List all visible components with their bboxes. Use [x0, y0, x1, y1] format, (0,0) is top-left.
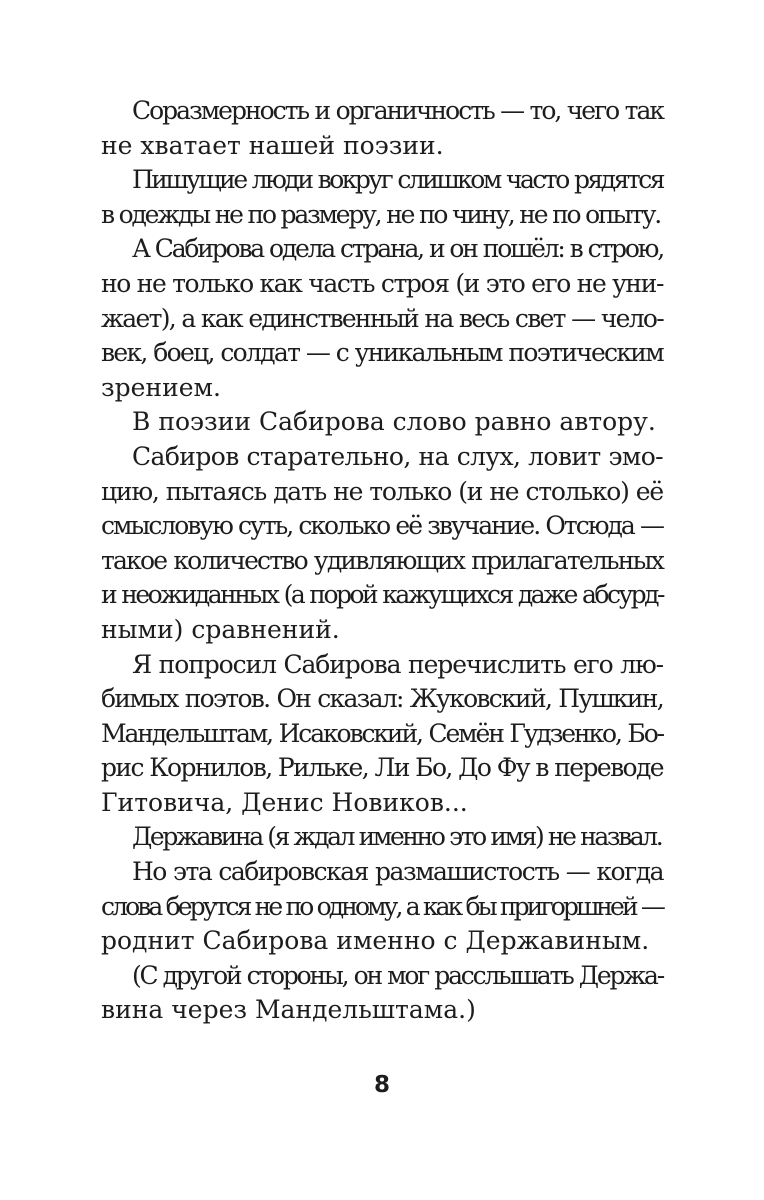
- text-line: (С другой стороны, он мог расслышать Держа-: [132, 960, 663, 990]
- text-line: смысловую суть, сколько её звучание. Отсюда —: [101, 511, 663, 541]
- text-line: в одежды не по размеру, не по чину, не по опыту.: [101, 199, 661, 229]
- text-line: Державина (я ждал именно это имя) не назвал.: [132, 822, 662, 852]
- text-line: Я попросил Сабирова перечислить его лю-: [132, 649, 663, 679]
- paragraph: [101, 440, 663, 648]
- text-line: Пишущие люди вокруг слишком часто рядятся: [132, 165, 663, 195]
- paragraph: [101, 405, 663, 440]
- paragraph: [101, 855, 663, 959]
- text-line: зрением.: [101, 372, 221, 402]
- text-line: Но эта сабировская размашистость — когда: [132, 857, 663, 887]
- text-line: и неожиданных (а порой кажущихся даже абсурд-: [101, 580, 663, 610]
- text-line: век, боец, солдат — с уникальным поэтическим: [101, 338, 663, 368]
- paragraph: [101, 94, 663, 163]
- paragraph: [101, 820, 663, 855]
- text-line: рис Корнилов, Рильке, Ли Бо, До Фу в переводе: [101, 753, 663, 783]
- text-line: вина через Мандельштама.): [101, 995, 476, 1025]
- text-line: В поэзии Сабирова слово равно автору.: [132, 407, 656, 437]
- body-text: [101, 94, 663, 1028]
- paragraph: [101, 232, 663, 405]
- paragraph: [101, 959, 663, 1028]
- text-line: слова берутся не по одному, а как бы пригоршней —: [101, 891, 663, 921]
- text-line: Гитовича, Денис Новиков...: [101, 787, 468, 817]
- text-line: Соразмерность и органичность — то, чего так: [132, 96, 663, 125]
- text-line: А Сабирова одела страна, и он пошёл: в строю,: [132, 234, 663, 264]
- text-line: Сабиров старательно, на слух, ловит эмо-: [132, 441, 663, 471]
- text-line: Мандельштам, Исаковский, Семён Гудзенко, Бо-: [101, 718, 663, 748]
- text-line: бимых поэтов. Он сказал: Жуковский, Пушкин,: [101, 684, 663, 714]
- text-line: роднит Сабирова именно с Державиным.: [101, 926, 650, 956]
- text-line: такое количество удивляющих прилагательных: [101, 545, 663, 575]
- text-line: цию, пытаясь дать не только (и не столько) её: [101, 476, 663, 506]
- page-number: 8: [373, 1072, 390, 1098]
- text-line: не хватает нашей поэзии.: [101, 130, 444, 160]
- paragraph: [101, 648, 663, 821]
- text-line: но не только как часть строя (и это его не уни-: [101, 268, 663, 298]
- paragraph: [101, 163, 663, 232]
- text-line: ными) сравнений.: [101, 614, 340, 644]
- text-line: жает), а как единственный на весь свет — чело-: [101, 303, 663, 333]
